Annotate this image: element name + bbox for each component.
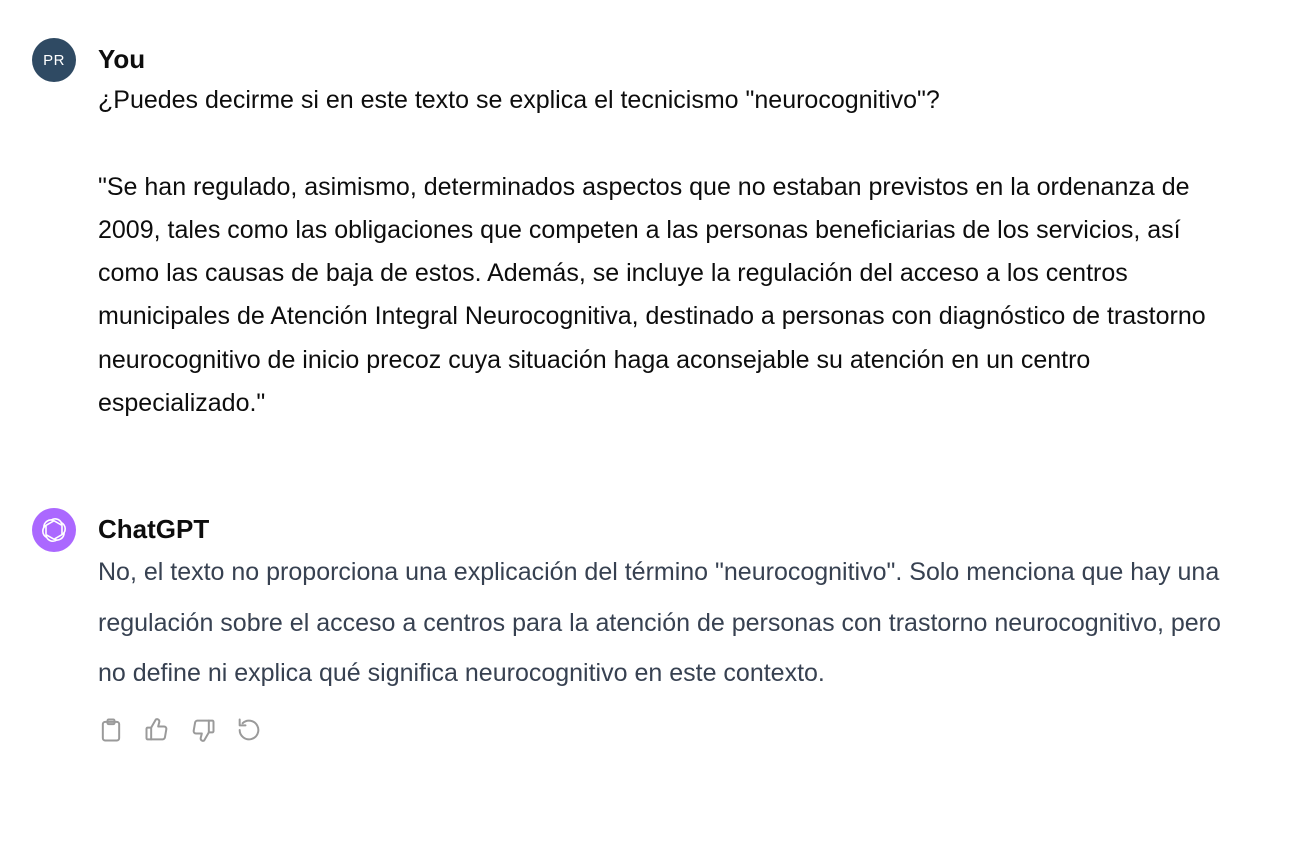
regenerate-icon bbox=[235, 716, 263, 744]
thumbs-up-icon bbox=[143, 716, 171, 744]
user-avatar bbox=[32, 38, 76, 82]
assistant-message-turn bbox=[32, 508, 1232, 747]
user-message-paragraph-question: ¿Puedes decirme si en este texto se explica el tecnicismo "neurocognitivo"? bbox=[98, 86, 940, 114]
copy-icon bbox=[97, 716, 125, 744]
user-message-paragraph-quote: "Se han regulado, asimismo, determinados aspectos que no estaban previstos en la ordenanza de 2009, tales como las obligaciones que competen a las personas beneficiarias de los servicios, así como las causas de baja de estos. Además, se incluye la regulación del acceso a los centros municipales de Atención Integral Neurocognitiva, destinado a personas con diagnóstico de trastorno neurocognitivo de inicio precoz cuya situación haga aconsejable su atención en un centro especializado." bbox=[98, 172, 1206, 418]
message-actions bbox=[94, 713, 1232, 747]
assistant-message-content bbox=[98, 514, 1232, 747]
assistant-message-text bbox=[98, 547, 1232, 699]
user-author-name: You bbox=[98, 44, 146, 74]
user-message-content bbox=[98, 44, 1232, 425]
assistant-author-name: ChatGPT bbox=[98, 514, 210, 544]
user-message-turn bbox=[32, 38, 1232, 425]
thumbs-down-button[interactable] bbox=[186, 713, 220, 747]
thumbs-up-button[interactable] bbox=[140, 713, 174, 747]
assistant-avatar bbox=[32, 508, 76, 552]
regenerate-button[interactable] bbox=[232, 713, 266, 747]
user-avatar-initials: PR bbox=[43, 51, 65, 69]
user-message-text bbox=[98, 79, 1232, 425]
openai-logo-icon bbox=[39, 515, 69, 545]
copy-button[interactable] bbox=[94, 713, 128, 747]
assistant-message-paragraph: No, el texto no proporciona una explicación del término "neurocognitivo". Solo menciona que hay una regulación sobre el acceso a centros para la atención de personas con trastorno neurocognitivo, pero no define ni explica qué significa neurocognitivo en este contexto. bbox=[98, 558, 1221, 687]
thumbs-down-icon bbox=[189, 716, 217, 744]
